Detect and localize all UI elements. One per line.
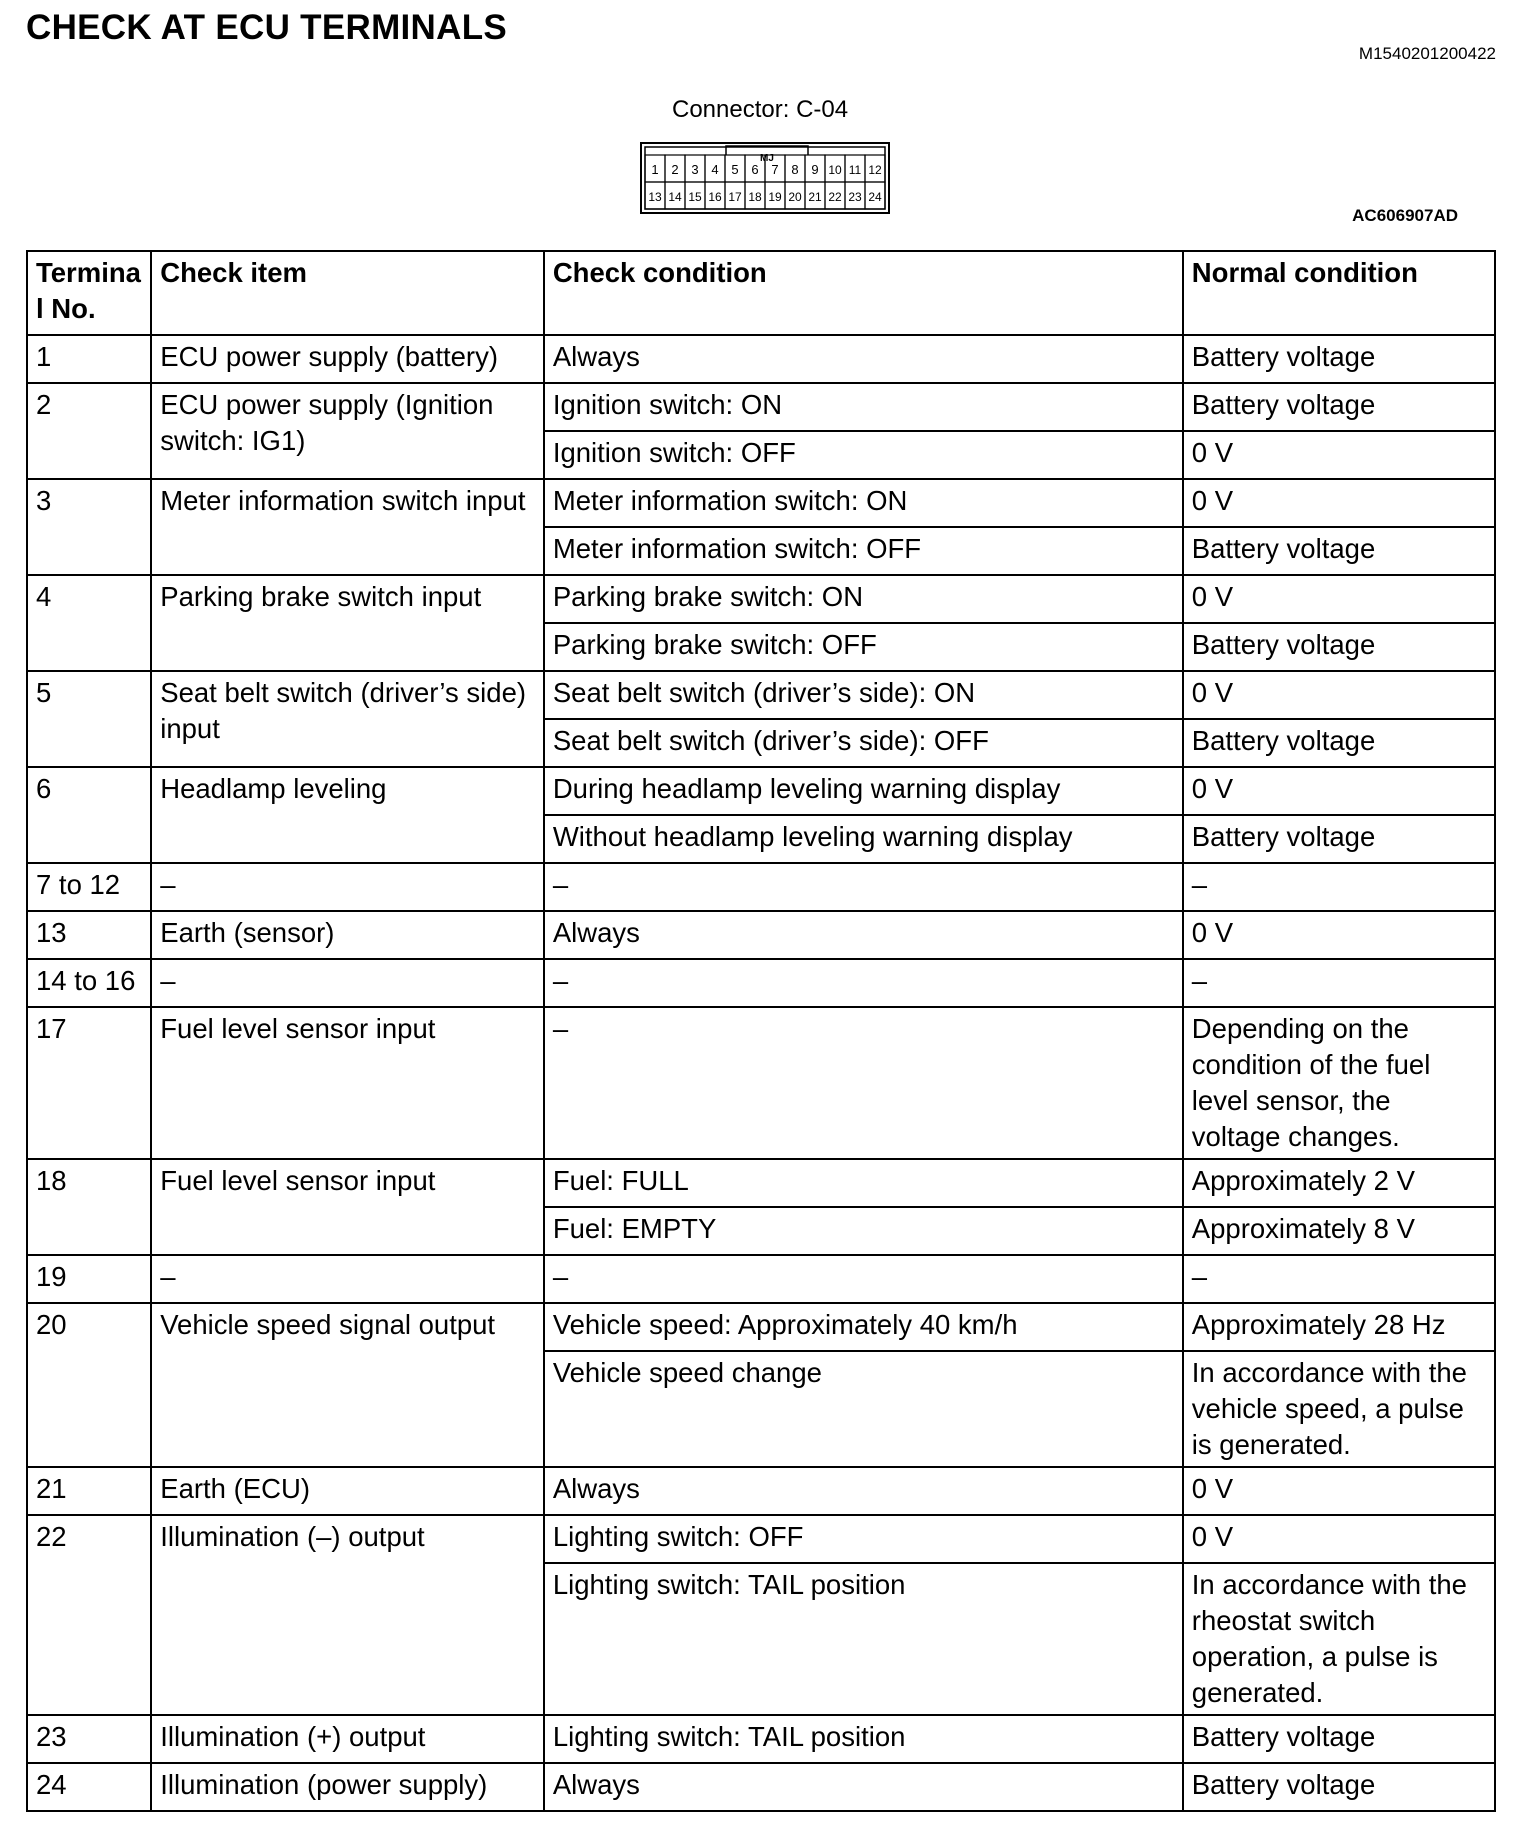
normal-condition-cell: Battery voltage [1183, 719, 1495, 767]
check-item-cell: – [151, 1255, 544, 1303]
connector-tag: MJ [760, 153, 774, 164]
check-condition-cell: Always [544, 1467, 1183, 1515]
check-item-cell: ECU power supply (battery) [151, 335, 544, 383]
normal-condition-cell: 0 V [1183, 575, 1495, 623]
connector-pin-label: 13 [648, 190, 662, 204]
check-item-cell: Illumination (+) output [151, 1715, 544, 1763]
terminal-no-cell: 6 [27, 767, 151, 863]
document-id: M1540201200422 [1358, 44, 1496, 63]
terminal-no-cell: 22 [27, 1515, 151, 1715]
connector-pin-label: 1 [651, 162, 659, 177]
normal-condition-cell: – [1183, 863, 1495, 911]
normal-condition-cell: – [1183, 1255, 1495, 1303]
terminal-no-cell: 1 [27, 335, 151, 383]
normal-condition-cell: Depending on the condition of the fuel level sensor, the voltage changes. [1183, 1007, 1495, 1159]
normal-condition-cell: 0 V [1183, 1467, 1495, 1515]
connector-pin-label: 24 [868, 190, 882, 204]
check-condition-cell: Always [544, 335, 1183, 383]
check-condition-cell: Lighting switch: TAIL position [544, 1715, 1183, 1763]
check-condition-cell: Seat belt switch (driver’s side): OFF [544, 719, 1183, 767]
connector-pin-label: 3 [691, 162, 699, 177]
check-item-cell: Parking brake switch input [151, 575, 544, 671]
normal-condition-cell: In accordance with the vehicle speed, a pulse is generated. [1183, 1351, 1495, 1467]
normal-condition-cell: Battery voltage [1183, 1715, 1495, 1763]
normal-condition-cell: 0 V [1183, 479, 1495, 527]
table-row [27, 1303, 1495, 1351]
connector-pin-label: 14 [668, 190, 682, 204]
normal-condition-cell: Battery voltage [1183, 815, 1495, 863]
connector-pin-label: 12 [868, 163, 882, 177]
check-condition-cell: During headlamp leveling warning display [544, 767, 1183, 815]
terminal-no-cell: 5 [27, 671, 151, 767]
check-condition-cell: Fuel: FULL [544, 1159, 1183, 1207]
check-condition-cell: Vehicle speed: Approximately 40 km/h [544, 1303, 1183, 1351]
connector-pin-label: 11 [848, 163, 862, 177]
terminal-no-cell: 13 [27, 911, 151, 959]
table-row [27, 959, 1495, 1007]
check-condition-cell: – [544, 1255, 1183, 1303]
normal-condition-cell: Approximately 8 V [1183, 1207, 1495, 1255]
page-title: CHECK AT ECU TERMINALS [26, 8, 508, 47]
terminal-no-cell: 3 [27, 479, 151, 575]
check-condition-cell: Fuel: EMPTY [544, 1207, 1183, 1255]
connector-pin-label: 16 [708, 190, 722, 204]
check-item-cell: Fuel level sensor input [151, 1159, 544, 1255]
header-normal-condition: Normal condition [1183, 251, 1495, 335]
table-row [27, 911, 1495, 959]
normal-condition-cell: In accordance with the rheostat switch operation, a pulse is generated. [1183, 1563, 1495, 1715]
check-item-cell: Illumination (–) output [151, 1515, 544, 1715]
normal-condition-cell: 0 V [1183, 671, 1495, 719]
check-item-cell: Earth (ECU) [151, 1467, 544, 1515]
normal-condition-cell: 0 V [1183, 767, 1495, 815]
table-row [27, 1515, 1495, 1563]
connector-label: Connector: C-04 [672, 96, 849, 123]
connector-pin-label: 7 [771, 162, 779, 177]
connector-pin-label: 19 [768, 190, 782, 204]
table-row [27, 1159, 1495, 1207]
check-condition-cell: – [544, 1007, 1183, 1159]
terminal-check-table [26, 250, 1496, 1812]
check-condition-cell: – [544, 959, 1183, 1007]
terminal-no-cell: 24 [27, 1763, 151, 1811]
connector-pin-label: 9 [811, 162, 819, 177]
normal-condition-cell: – [1183, 959, 1495, 1007]
normal-condition-cell: 0 V [1183, 911, 1495, 959]
header-check-item: Check item [151, 251, 544, 335]
connector-pin-label: 4 [711, 162, 719, 177]
normal-condition-cell: Battery voltage [1183, 383, 1495, 431]
connector-pin-label: 17 [728, 190, 742, 204]
figure-id: AC606907AD [1352, 206, 1458, 225]
check-condition-cell: Lighting switch: OFF [544, 1515, 1183, 1563]
table-row [27, 479, 1495, 527]
table-row [27, 575, 1495, 623]
check-condition-cell: Meter information switch: OFF [544, 527, 1183, 575]
check-item-cell: Fuel level sensor input [151, 1007, 544, 1159]
check-condition-cell: Ignition switch: ON [544, 383, 1183, 431]
connector-pin-label: 8 [791, 162, 799, 177]
terminal-no-cell: 14 to 16 [27, 959, 151, 1007]
connector-pin-label: 23 [848, 190, 862, 204]
terminal-no-cell: 18 [27, 1159, 151, 1255]
check-item-cell: Meter information switch input [151, 479, 544, 575]
table-header-row [27, 251, 1495, 335]
table-row [27, 1715, 1495, 1763]
normal-condition-cell: Battery voltage [1183, 335, 1495, 383]
connector-pin-label: 21 [808, 190, 822, 204]
check-item-cell: – [151, 959, 544, 1007]
normal-condition-cell: Battery voltage [1183, 623, 1495, 671]
terminal-no-cell: 21 [27, 1467, 151, 1515]
connector-pin-label: 6 [751, 162, 759, 177]
normal-condition-cell: Battery voltage [1183, 527, 1495, 575]
normal-condition-cell: 0 V [1183, 431, 1495, 479]
connector-pin-label: 15 [688, 190, 702, 204]
table-row [27, 383, 1495, 431]
check-item-cell: ECU power supply (Ignition switch: IG1) [151, 383, 544, 479]
check-condition-cell: Parking brake switch: ON [544, 575, 1183, 623]
terminal-no-cell: 4 [27, 575, 151, 671]
table-row [27, 671, 1495, 719]
connector-pin-label: 10 [828, 163, 842, 177]
table-row [27, 1007, 1495, 1159]
connector-pin-label: 5 [731, 162, 739, 177]
terminal-no-cell: 20 [27, 1303, 151, 1467]
check-item-cell: – [151, 863, 544, 911]
table-row [27, 335, 1495, 383]
check-condition-cell: Parking brake switch: OFF [544, 623, 1183, 671]
terminal-no-cell: 17 [27, 1007, 151, 1159]
normal-condition-cell: Battery voltage [1183, 1763, 1495, 1811]
table-row [27, 1255, 1495, 1303]
header-check-condition: Check condition [544, 251, 1183, 335]
connector-pin-label: 22 [828, 190, 842, 204]
terminal-no-cell: 19 [27, 1255, 151, 1303]
table-row [27, 863, 1495, 911]
check-item-cell: Headlamp leveling [151, 767, 544, 863]
normal-condition-cell: Approximately 28 Hz [1183, 1303, 1495, 1351]
check-condition-cell: Vehicle speed change [544, 1351, 1183, 1467]
check-condition-cell: Lighting switch: TAIL position [544, 1563, 1183, 1715]
check-item-cell: Seat belt switch (driver’s side) input [151, 671, 544, 767]
check-condition-cell: Without headlamp leveling warning display [544, 815, 1183, 863]
check-condition-cell: – [544, 863, 1183, 911]
check-condition-cell: Always [544, 911, 1183, 959]
terminal-no-cell: 23 [27, 1715, 151, 1763]
connector-pin-label: 2 [671, 162, 679, 177]
check-item-cell: Illumination (power supply) [151, 1763, 544, 1811]
check-condition-cell: Ignition switch: OFF [544, 431, 1183, 479]
check-condition-cell: Seat belt switch (driver’s side): ON [544, 671, 1183, 719]
table-row [27, 767, 1495, 815]
table-row [27, 1763, 1495, 1811]
check-item-cell: Earth (sensor) [151, 911, 544, 959]
terminal-no-cell: 2 [27, 383, 151, 479]
connector-pin-label: 18 [748, 190, 762, 204]
table-row [27, 1467, 1495, 1515]
check-condition-cell: Always [544, 1763, 1183, 1811]
connector-diagram [640, 138, 892, 216]
normal-condition-cell: 0 V [1183, 1515, 1495, 1563]
header-terminal-no: Termina l No. [27, 251, 151, 335]
connector-pin-label: 20 [788, 190, 802, 204]
terminal-no-cell: 7 to 12 [27, 863, 151, 911]
check-condition-cell: Meter information switch: ON [544, 479, 1183, 527]
normal-condition-cell: Approximately 2 V [1183, 1159, 1495, 1207]
check-item-cell: Vehicle speed signal output [151, 1303, 544, 1467]
